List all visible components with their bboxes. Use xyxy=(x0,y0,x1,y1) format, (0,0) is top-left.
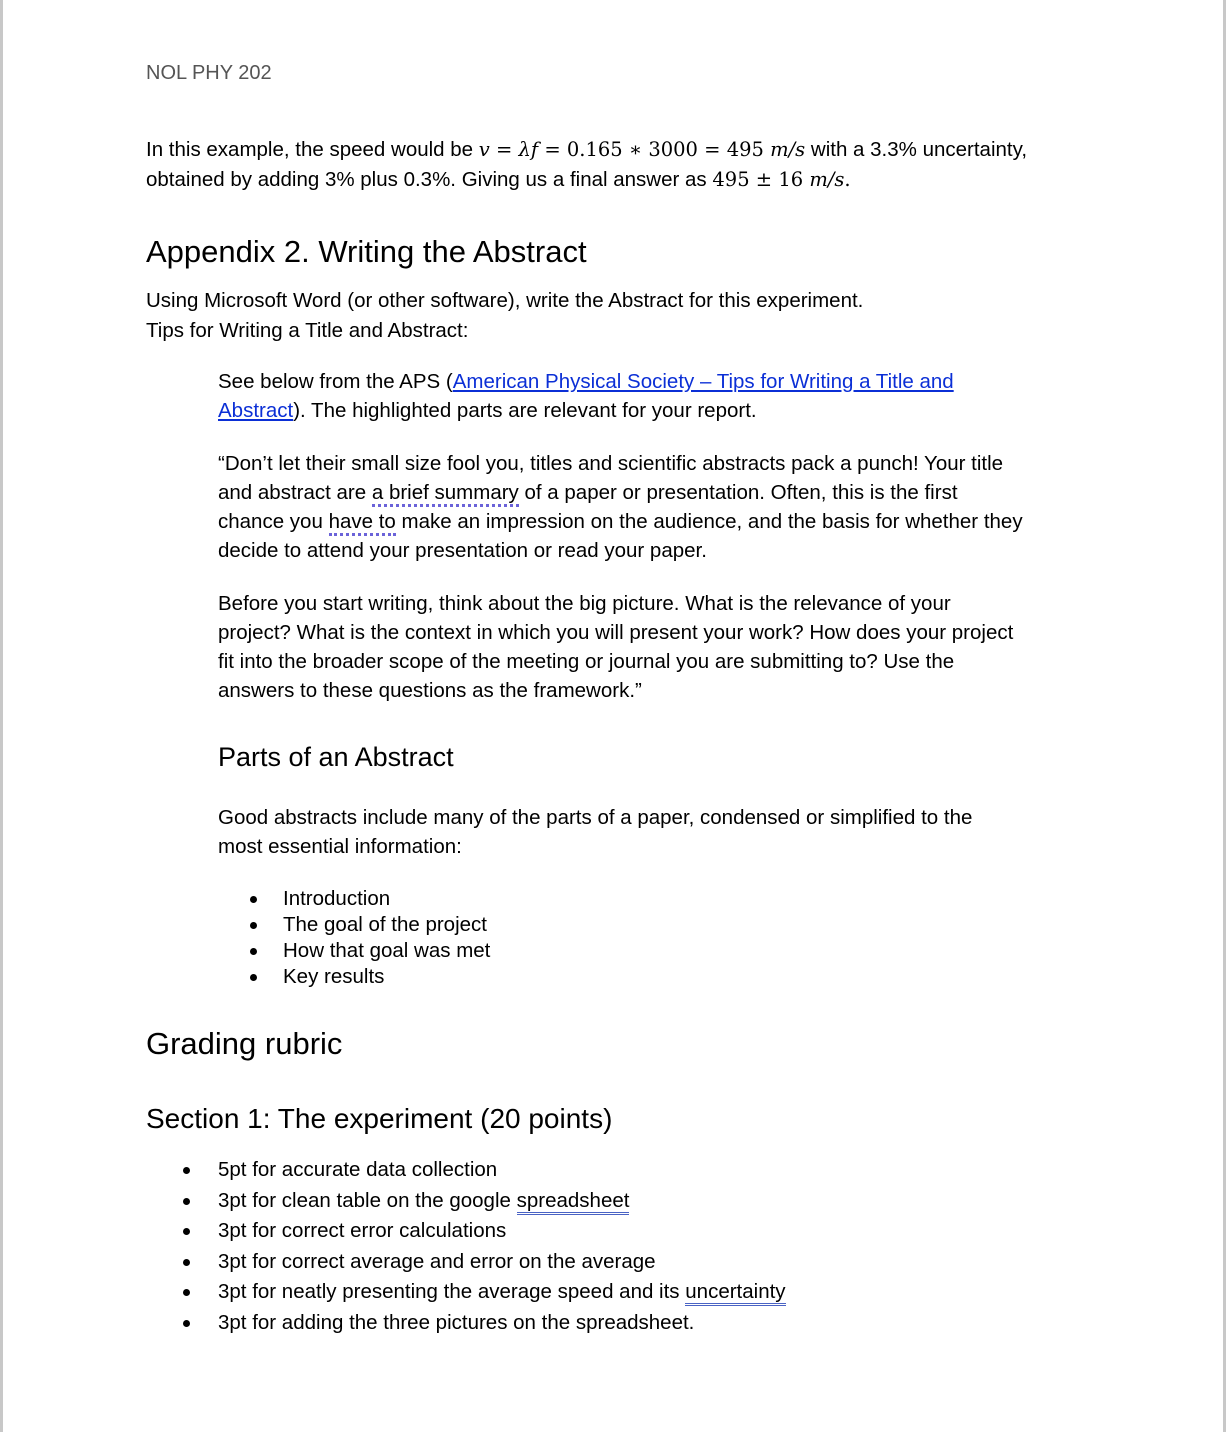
bullet-icon xyxy=(183,1320,190,1327)
bullet-icon xyxy=(183,1259,190,1266)
bullet-icon xyxy=(183,1198,190,1205)
intro-text-2: with a 3.3% uncertainty, xyxy=(805,138,1028,161)
bullet-icon xyxy=(183,1167,190,1174)
quote1-line-3: chance you have to make an impression on the audience, and the basis for whether they xyxy=(218,507,1118,536)
list-item: Introduction xyxy=(246,886,490,912)
appendix-intro xyxy=(146,286,1106,346)
list-item: 3pt for correct error calculations xyxy=(180,1216,786,1247)
quote1-line-4: decide to attend your presentation or read your paper. xyxy=(218,539,707,562)
parts-line-1: Good abstracts include many of the parts of a paper, condensed or simplified to the xyxy=(218,806,973,829)
intro-line-1 xyxy=(146,135,1106,165)
grammar-mark-uncertainty: uncertainty xyxy=(685,1280,785,1306)
quote-paragraph-1 xyxy=(218,449,1118,565)
section-1-heading: Section 1: The experiment (20 points) xyxy=(146,1103,613,1134)
quote1-line-2: and abstract are a brief summary of a paper or presentation. Often, this is the first xyxy=(218,478,1118,507)
aps-reference xyxy=(218,367,1098,425)
bullet-icon xyxy=(250,896,257,903)
list-item: 3pt for neatly presenting the average speed and its uncertainty xyxy=(180,1277,786,1308)
highlight-brief-summary: a brief summary xyxy=(372,481,519,507)
aps-text-2: ). The highlighted parts are relevant for your report. xyxy=(293,399,757,422)
grading-rubric-heading: Grading rubric xyxy=(146,1026,343,1061)
speed-equation: v = λf = 0.165 ∗ 3000 = 495 m/s xyxy=(478,138,806,161)
quote2-line-1: Before you start writing, think about the big picture. What is the relevance of your xyxy=(218,592,951,615)
aps-text: See below from the APS ( xyxy=(218,370,453,393)
parts-line-2: most essential information: xyxy=(218,835,462,858)
quote-paragraph-2 xyxy=(218,589,1118,705)
intro-text: In this example, the speed would be xyxy=(146,138,479,161)
list-item: How that goal was met xyxy=(246,938,490,964)
aps-link-cont[interactable]: Abstract xyxy=(218,399,294,422)
bullet-icon xyxy=(183,1289,190,1296)
parts-list xyxy=(246,886,490,990)
list-item: 3pt for adding the three pictures on the spreadsheet. xyxy=(180,1308,786,1339)
bullet-icon xyxy=(250,974,257,981)
quote2-line-3: fit into the broader scope of the meeting or journal you are submitting to? Use the xyxy=(218,650,955,673)
list-item: 3pt for clean table on the google spreadsheet xyxy=(180,1186,786,1217)
intro-text-3: obtained by adding 3% plus 0.3%. Giving us a final answer as xyxy=(146,168,713,191)
list-item: Key results xyxy=(246,964,490,990)
appendix-line-1: Using Microsoft Word (or other software), write the Abstract for this experiment. xyxy=(146,289,864,312)
bullet-icon xyxy=(183,1228,190,1235)
list-item: 5pt for accurate data collection xyxy=(180,1155,786,1186)
bullet-icon xyxy=(250,922,257,929)
intro-line-2 xyxy=(146,165,1106,195)
parts-heading: Parts of an Abstract xyxy=(218,742,454,772)
bullet-icon xyxy=(250,948,257,955)
rubric-list xyxy=(180,1155,786,1338)
parts-intro xyxy=(218,803,1118,861)
highlight-have-to: have to xyxy=(329,510,396,536)
quote2-line-4: answers to these questions as the framework.” xyxy=(218,679,642,702)
appendix-heading: Appendix 2. Writing the Abstract xyxy=(146,234,587,269)
list-item: The goal of the project xyxy=(246,912,490,938)
quote2-line-2: project? What is the context in which you will present your work? How does your project xyxy=(218,621,1014,644)
appendix-line-2: Tips for Writing a Title and Abstract: xyxy=(146,319,469,342)
grammar-mark-spreadsheet: spreadsheet xyxy=(517,1189,630,1215)
page-header: NOL PHY 202 xyxy=(146,62,272,84)
final-answer: 495 ± 16 m/s. xyxy=(712,168,851,191)
page-edge-left xyxy=(0,0,3,1432)
list-item: 3pt for correct average and error on the average xyxy=(180,1247,786,1278)
aps-link[interactable]: American Physical Society – Tips for Writing a Title and xyxy=(452,370,954,393)
quote1-line-1: “Don’t let their small size fool you, titles and scientific abstracts pack a punch! Your title xyxy=(218,452,1004,475)
intro-paragraph xyxy=(146,135,1106,195)
